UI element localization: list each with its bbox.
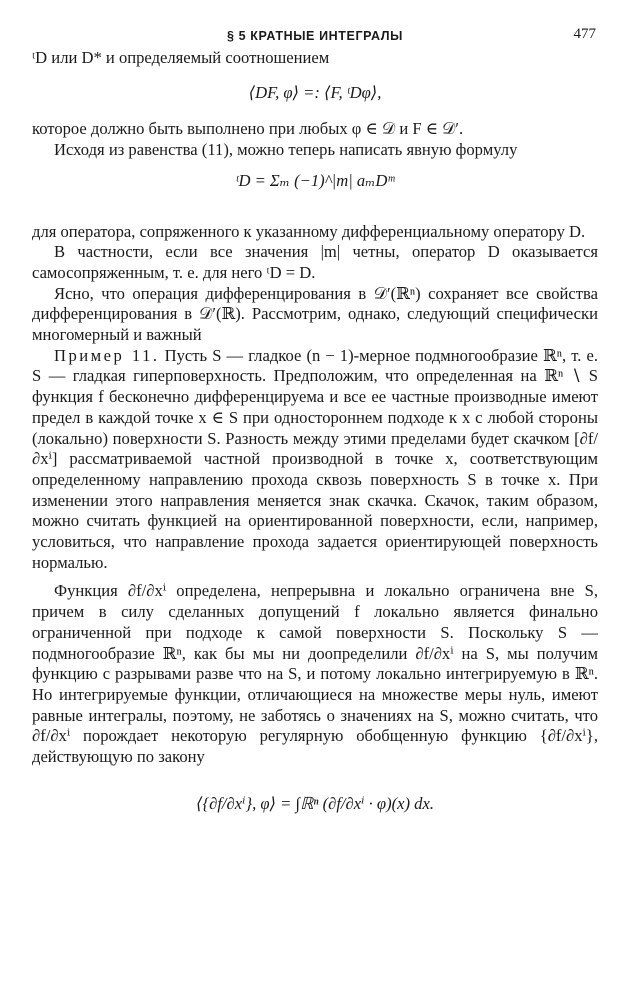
paragraph-example [32,346,598,574]
paragraph-self-adjoint: В частности, если все значения |m| четны, оператор D оказывается самосопряженным, т. е. для него ᵗD = D. [32,242,598,282]
equation-adjoint-definition: ⟨DF, φ⟩ =: ⟨F, ᵗDφ⟩, [248,82,382,102]
equation-regular-distribution: ⟨{∂f/∂xⁱ}, φ⟩ = ∫ℝⁿ (∂f/∂xⁱ · φ)(x) dx. [196,793,434,813]
example-text: Пусть S — гладкое (n − 1)-мерное подмногообразие ℝⁿ, т. е. S — гладкая гиперповерхность. Предположим, что определенная на ℝⁿ ∖ S функция f бесконечно дифференцируема и все ее частные производные имеют предел в каждой точке x ∈ S при одностороннем подходе к x с любой стороны (локально) поверхности S. Разность между этими пределами будет скачком [∂f/∂xⁱ] рассматриваемой частной производной в точке x, соответствующим определенному направлению прохода сквозь поверхность S в точке x. При изменении этого направления меняется знак скачка. Скачок, таким образом, можно считать функцией на ориентированной поверхности, если, например, условиться, что направление прохода задается ориентирующей поверхность нормалью. [32,345,598,572]
page-header [32,22,598,48]
paragraph-differentiation-properties: Ясно, что операция дифференцирования в 𝒟′(ℝⁿ) сохраняет все свойства дифференцирования в 𝒟′(ℝ). Рассмотрим, однако, следующий специфически многомерный и важный [32,283,598,345]
equation-adjoint-operator: ᵗD = Σₘ (−1)^|m| aₘDᵐ [235,170,395,190]
paragraph-adjoint-operator: для оператора, сопряженного к указанному дифференциальному оператору D. [32,221,586,241]
running-head: § 5 КРАТНЫЕ ИНТЕГРАЛЫ [227,29,403,43]
paragraph-explicit-formula: Исходя из равенства (11), можно теперь написать явную формулу [54,140,518,160]
paragraph-regular-distribution: Функция ∂f/∂xⁱ определена, непрерывна и локально ограничена вне S, причем в силу сделанных допущений f локально является финально ограниченной при подходе к самой поверхности S. Поскольку S — подмногообразие ℝⁿ, как бы мы ни доопределили ∂f/∂xⁱ на S, мы получим функцию с разрывами разве что на S, и потому локально интегрируемую в ℝⁿ. Но интегрируемые функции, отличающиеся на множестве меры нуль, имеют равные интегралы, поэтому, не заботясь о значениях на S, можно считать, что ∂f/∂xⁱ порождает некоторую регулярную обобщенную функцию {∂f/∂xⁱ}, действующую по закону [32,581,598,767]
paragraph-condition: которое должно быть выполнено при любых φ ∈ 𝒟 и F ∈ 𝒟′. [32,119,464,139]
book-page [32,22,598,815]
page-number: 477 [573,26,596,42]
example-label: Пример 11. [54,345,160,365]
intro-line: ᵗD или D* и определяемый соотношением [32,48,330,67]
